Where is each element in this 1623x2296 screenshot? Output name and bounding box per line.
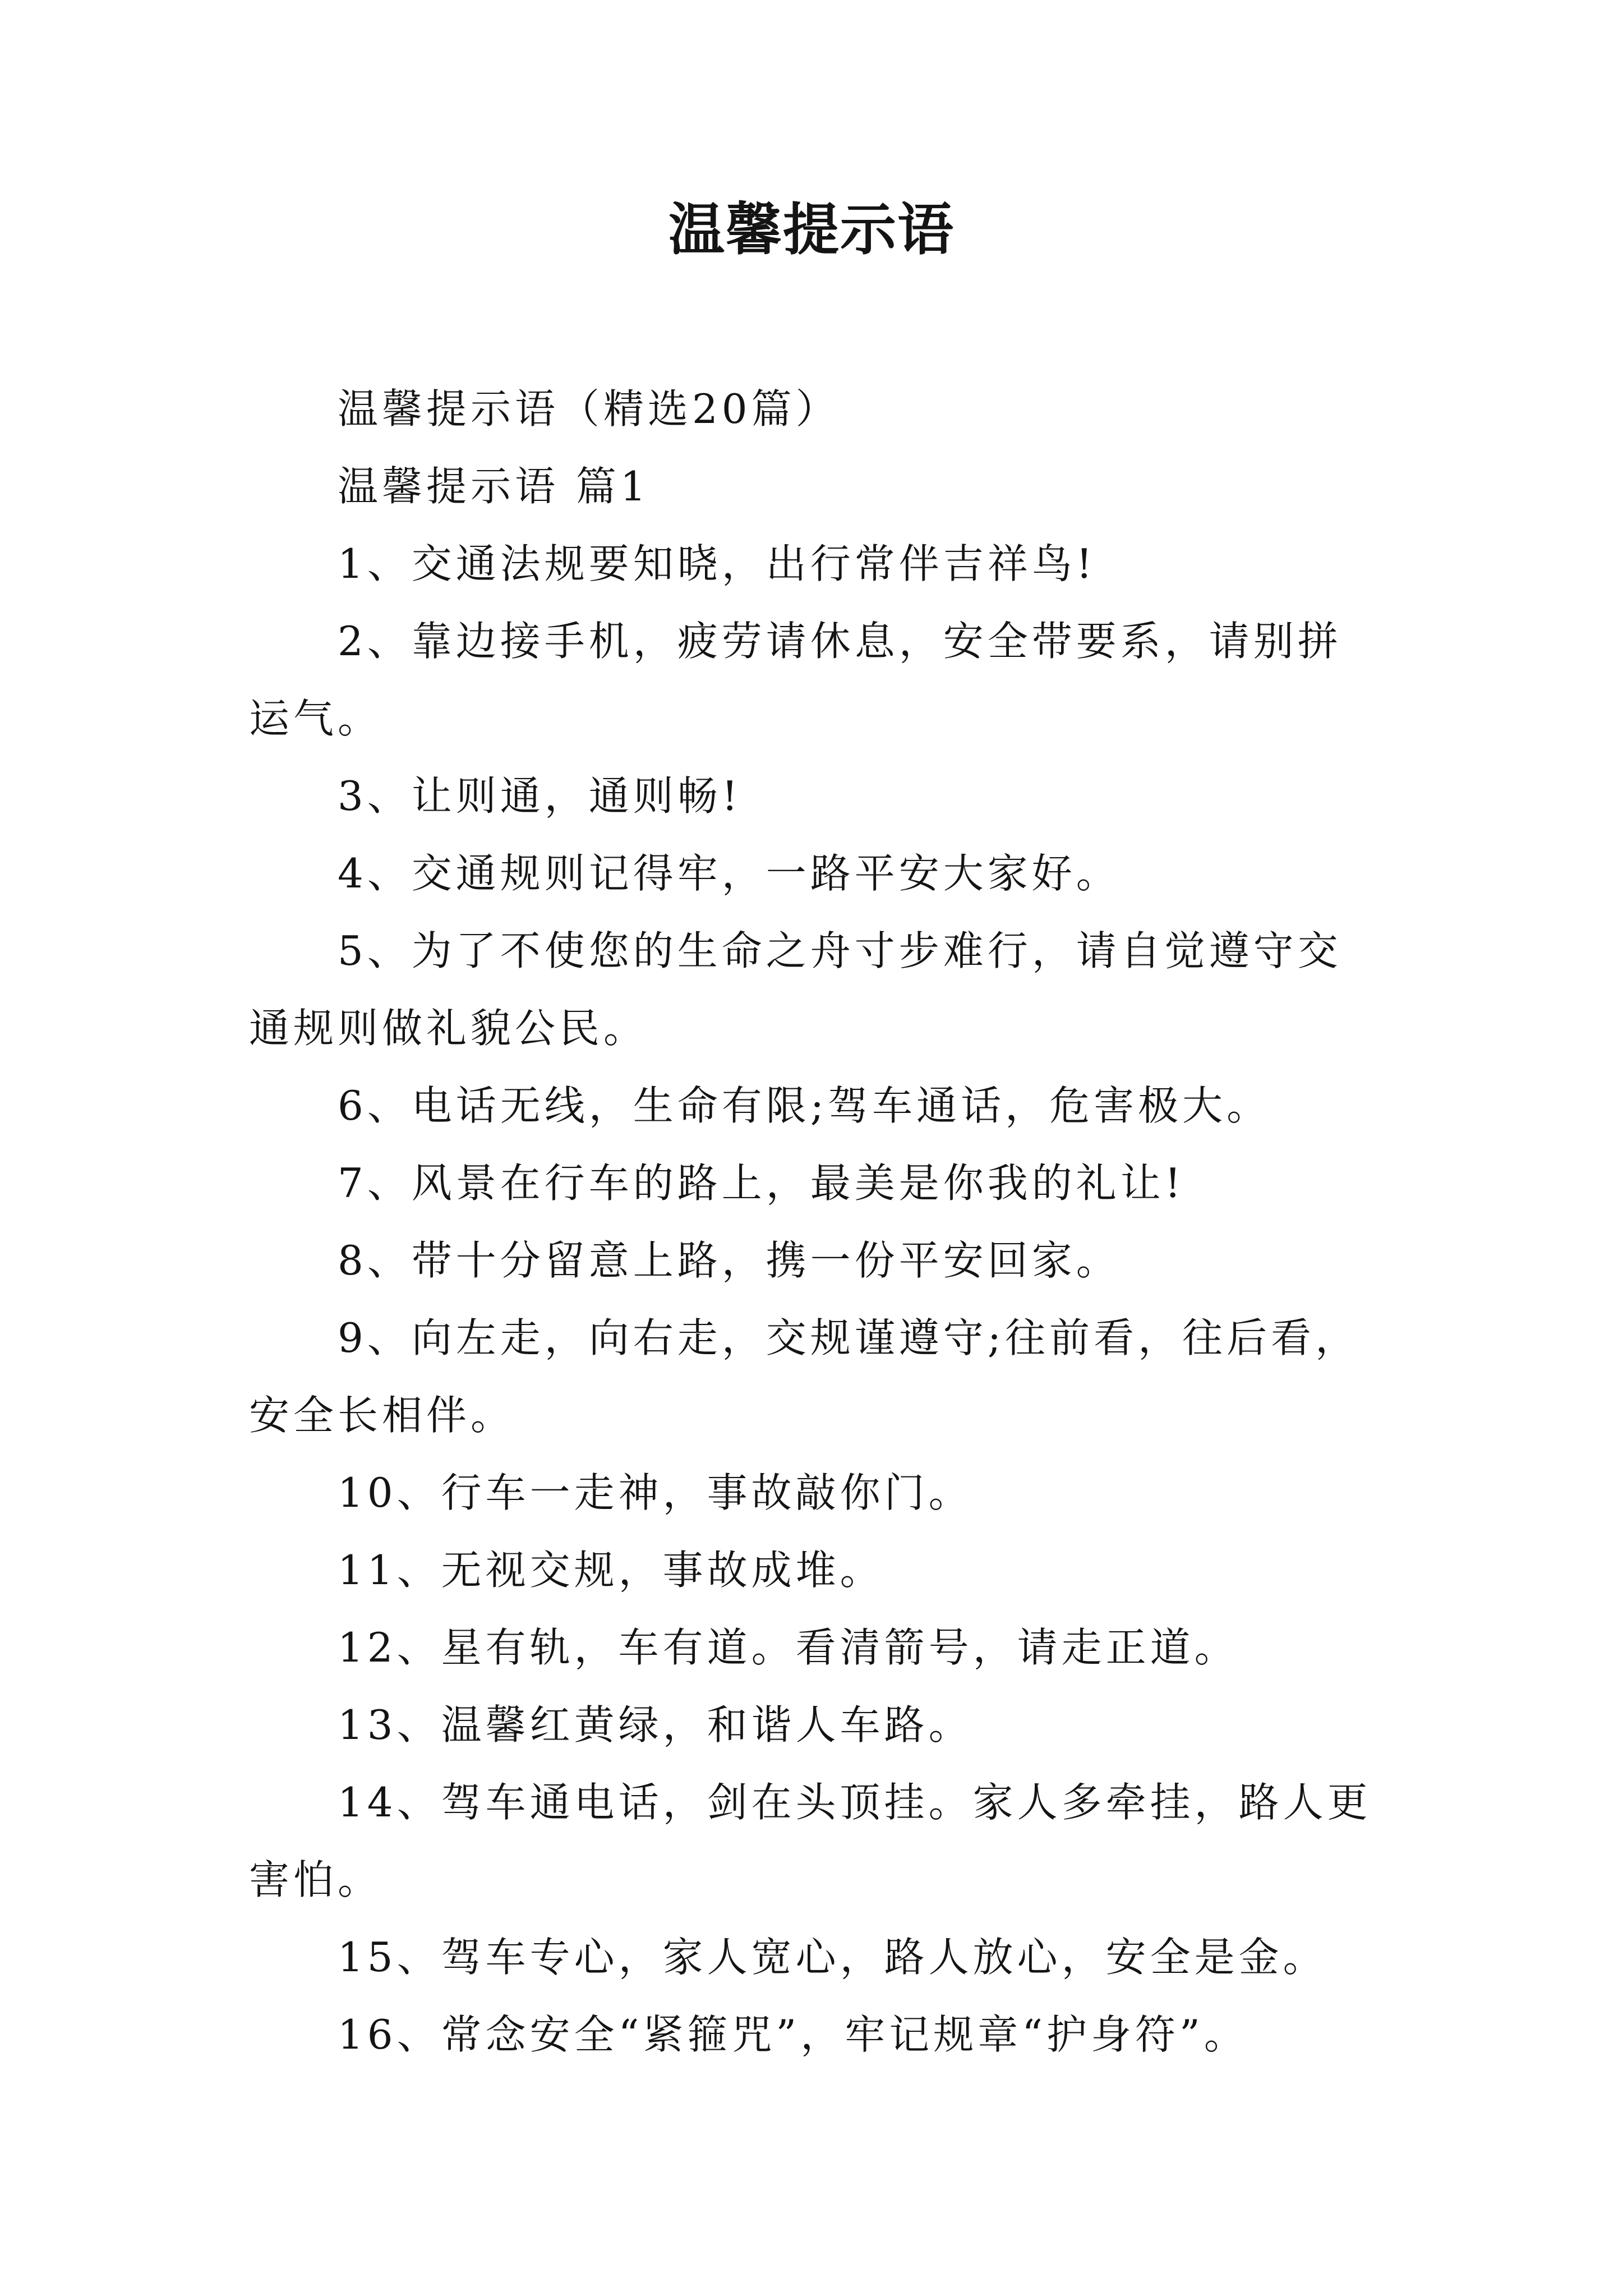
tip-item-8: 8、带十分留意上路，携一份平安回家。 [338,1237,1121,1284]
page-title: 温馨提示语 [668,197,955,263]
tip-item-1: 1、交通法规要知晓，出行常伴吉祥鸟! [338,540,1096,587]
tip-item-13: 13、温馨红黄绿，和谐人车路。 [338,1701,973,1749]
tip-item-2: 2、靠边接手机，疲劳请休息，安全带要系，请别拼运气。 [249,618,1342,742]
document-body [249,370,1385,2073]
tip-item-10: 10、行车一走神，事故敲你门。 [338,1469,973,1516]
tip-item-14: 14、驾车通电话，剑在头顶挂。家人多牵挂，路人更害怕。 [249,1779,1372,1903]
subtitle: 温馨提示语（精选20篇） [338,385,840,432]
tip-item-15: 15、驾车专心，家人宽心，路人放心，安全是金。 [338,1934,1327,1981]
tip-item-5: 5、为了不使您的生命之舟寸步难行，请自觉遵守交通规则做礼貌公民。 [249,927,1342,1052]
tip-item-12: 12、星有轨，车有道。看清箭号，请走正道。 [338,1624,1239,1671]
tip-item-16: 16、常念安全“紧箍咒”，牢记规章“护身符”。 [338,2011,1248,2058]
tip-item-9: 9、向左走，向右走，交规谨遵守;往前看，往后看，安全长相伴。 [249,1314,1360,1439]
tip-item-7: 7、风景在行车的路上，最美是你我的礼让! [338,1159,1185,1207]
tip-item-4: 4、交通规则记得牢，一路平安大家好。 [338,850,1121,897]
tip-item-6: 6、电话无线，生命有限;驾车通话，危害极大。 [338,1082,1271,1129]
section-heading: 温馨提示语 篇1 [338,463,650,510]
tip-item-3: 3、让则通，通则畅! [338,772,742,820]
tip-item-11: 11、无视交规，事故成堆。 [338,1547,884,1594]
